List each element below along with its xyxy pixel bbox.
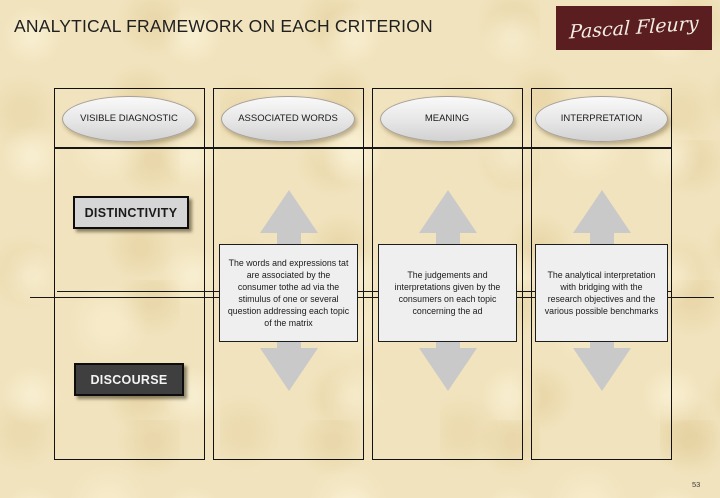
page-number: 53 [692,480,701,489]
column-visible-diagnostic [54,88,205,460]
header-ellipse-visible-diagnostic [62,96,196,142]
textbox-text: The analytical interpretation with bridging with the research objectives and the various possible benchmarks [544,269,659,317]
header-label: INTERPRETATION [560,113,643,125]
textbox-associated-words [219,244,358,342]
logo-signature: Pascal Fleury [568,12,700,44]
header-divider-line [54,147,672,149]
header-label: MEANING [424,113,470,125]
row-label-discourse: DISCOURSE [74,363,184,396]
header-ellipse-interpretation [535,96,668,142]
header-ellipse-associated-words [221,96,355,142]
textbox-meaning [378,244,517,342]
logo [556,6,712,50]
row-label-distinctivity: DISTINCTIVITY [73,196,189,229]
header-label: VISIBLE DIAGNOSTIC [80,113,178,125]
header-ellipse-meaning [380,96,514,142]
textbox-text: The judgements and interpretations given by the consumers on each topic concerning the ad [394,269,501,317]
textbox-text: The words and expressions tat are associated by the consumer tothe ad via the stimulus of one or several question addressing each topic of the matrix [227,257,350,329]
slide-title: ANALYTICAL FRAMEWORK ON EACH CRITERION [14,16,433,36]
textbox-interpretation [535,244,668,342]
header-label: ASSOCIATED WORDS [238,113,338,125]
